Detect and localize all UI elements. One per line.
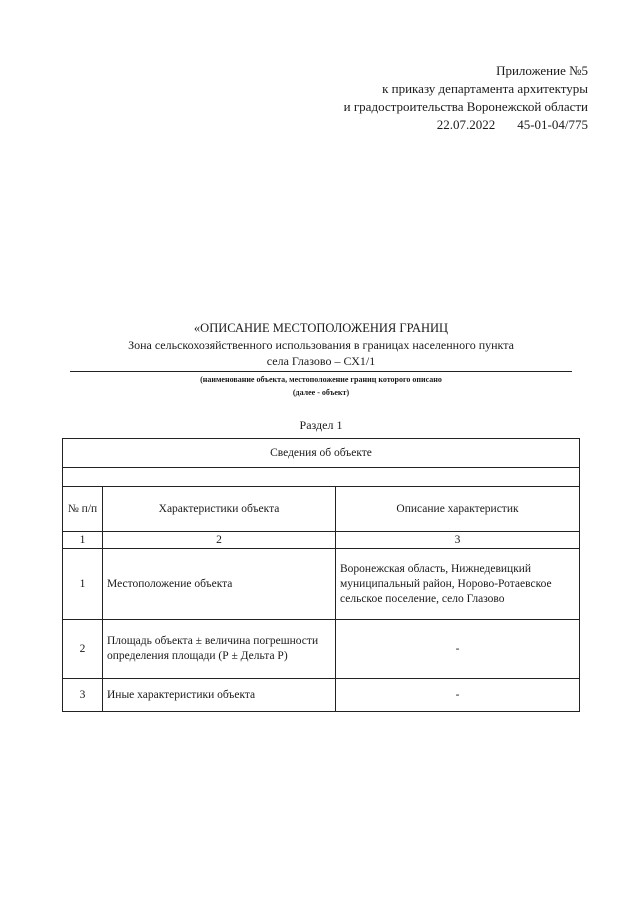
table-header-row bbox=[63, 487, 580, 532]
table-row bbox=[63, 620, 580, 679]
order-number: 45-01-04/775 bbox=[517, 117, 588, 132]
index-cell: 3 bbox=[336, 532, 580, 549]
table-caption: Сведения об объекте bbox=[63, 439, 580, 468]
appendix-order-line: к приказу департамента архитектуры bbox=[382, 81, 588, 96]
table-row bbox=[63, 549, 580, 620]
header-description: Описание характеристик bbox=[336, 487, 580, 532]
row-description: Воронежская область, Нижнедевицкий муниципальный район, Норово-Ротаевское сельское поселение, село Глазово bbox=[336, 549, 580, 620]
row-description: - bbox=[336, 620, 580, 679]
appendix-department-line: и градостроительства Воронежской области bbox=[343, 99, 588, 114]
row-description: - bbox=[336, 679, 580, 712]
appendix-header bbox=[344, 62, 588, 134]
row-characteristic: Местоположение объекта bbox=[103, 549, 336, 620]
appendix-title: Приложение №5 bbox=[496, 63, 588, 78]
header-number: № п/п bbox=[63, 487, 103, 532]
appendix-meta bbox=[344, 116, 588, 134]
document-heading: «ОПИСАНИЕ МЕСТОПОЛОЖЕНИЯ ГРАНИЦ bbox=[193, 321, 449, 335]
object-name-line: Зона сельскохозяйственного использования в границах населенного пункта bbox=[128, 338, 514, 352]
table-blank-row bbox=[63, 468, 580, 487]
object-info-table bbox=[62, 438, 580, 712]
title-underline bbox=[70, 371, 572, 372]
row-number: 2 bbox=[63, 620, 103, 679]
object-name-hint-2: (далее - объект) bbox=[292, 388, 350, 397]
section-title: Раздел 1 bbox=[299, 418, 343, 432]
order-date: 22.07.2022 bbox=[436, 117, 496, 132]
index-cell: 2 bbox=[103, 532, 336, 549]
table-index-row bbox=[63, 532, 580, 549]
row-characteristic: Иные характеристики объекта bbox=[103, 679, 336, 712]
row-characteristic: Площадь объекта ± величина погрешности определения площади (Р ± Дельта Р) bbox=[103, 620, 336, 679]
row-number: 1 bbox=[63, 549, 103, 620]
table-row bbox=[63, 679, 580, 712]
index-cell: 1 bbox=[63, 532, 103, 549]
document-title-block bbox=[70, 320, 572, 398]
header-characteristic: Характеристики объекта bbox=[103, 487, 336, 532]
object-name-hint: (наименование объекта, местоположение границ которого описано bbox=[200, 375, 442, 384]
row-number: 3 bbox=[63, 679, 103, 712]
object-name-line-2: села Глазово – СХ1/1 bbox=[266, 354, 376, 368]
